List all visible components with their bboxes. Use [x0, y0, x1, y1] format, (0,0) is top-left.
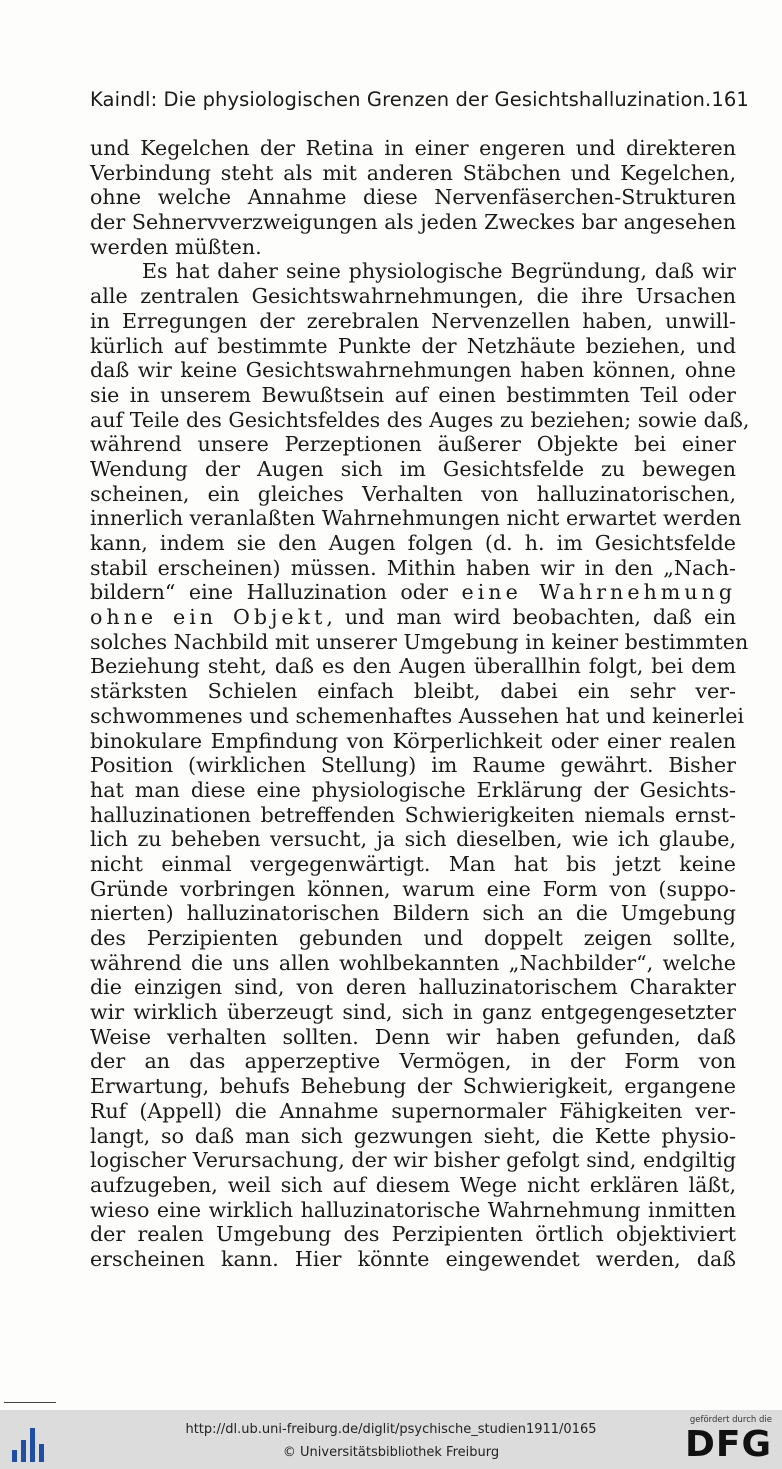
- text-line: der an das apperzeptive Vermögen, in der Form von: [90, 1049, 736, 1074]
- copyright-notice: © Universitätsbibliothek Freiburg: [282, 1445, 500, 1460]
- text-line: nicht einmal vergegenwärtigt. Man hat bis jetzt keine: [90, 851, 736, 876]
- text-line: während die uns allen wohlbekannten „Nachbilder“, welche: [90, 950, 736, 975]
- text-line: alle zentralen Gesichtswahrnehmungen, die ihre Ursachen: [90, 284, 736, 309]
- text-fragment: , und man wird beobachten, daß ein: [326, 605, 736, 630]
- text-line: der realen Umgebung des Perzipienten örtlich objektiviert: [90, 1222, 736, 1247]
- text-line: Beziehung steht, daß es den Augen überallhin folgt, bei dem: [90, 654, 736, 679]
- text-line: wir wirklich überzeugt sind, sich in ganz entgegengesetzter: [90, 1000, 736, 1025]
- text-line: des Perzipienten gebunden und doppelt zeigen sollte,: [90, 926, 736, 950]
- text-fragment: bildern“ eine Halluzination oder: [90, 580, 448, 605]
- text-line: ohne welche Annahme diese Nervenfäserchen-Strukturen: [90, 185, 736, 210]
- running-head: [90, 88, 749, 111]
- body-text: [90, 136, 750, 1272]
- text-line: aufzugeben, weil sich auf diesem Wege nicht erklären läßt,: [90, 1172, 736, 1197]
- spaced-emphasis: ohne ein Objekt: [90, 605, 327, 630]
- footer-divider: [4, 1402, 56, 1403]
- text-line: Wendung der Augen sich im Gesichtsfelde zu bewegen: [90, 456, 736, 481]
- dfg-funding-label: gefördert durch die: [689, 1415, 772, 1425]
- text-line: daß wir keine Gesichtswahrnehmungen haben können, ohne: [90, 358, 736, 383]
- text-line: scheinen, ein gleiches Verhalten von halluzinatorischen,: [90, 481, 736, 506]
- text-line: und Kegelchen der Retina in einer engeren und direkteren: [90, 136, 736, 160]
- text-line: sie in unserem Bewußtsein auf einen bestimmten Teil oder: [90, 382, 736, 407]
- dfg-logo-icon: DFG: [684, 1424, 772, 1465]
- text-line: innerlich veranlaßten Wahrnehmungen nicht erwartet werden: [90, 506, 742, 531]
- text-line: binokulare Empfindung von Körperlichkeit oder einer realen: [90, 728, 736, 753]
- text-line: Verbindung steht als mit anderen Stäbchen und Kegelchen,: [90, 160, 736, 185]
- spaced-emphasis: eine Wahrnehmung: [461, 580, 737, 605]
- text-line: langt, so daß man sich gezwungen sieht, die Kette physio-: [90, 1123, 736, 1148]
- text-line: werden müßten.: [90, 234, 262, 259]
- text-line: stärksten Schielen einfach bleibt, dabei ein sehr ver-: [90, 679, 736, 704]
- text-line: während unsere Perzeptionen äußerer Objekte bei einer: [90, 432, 736, 457]
- text-line: hat man diese eine physiologische Erklärung der Gesichts-: [90, 777, 736, 802]
- text-line: kürlich auf bestimmte Punkte der Netzhäute beziehen, und: [90, 333, 736, 358]
- text-line: nierten) halluzinatorischen Bildern sich an die Umgebung: [90, 901, 736, 926]
- permalink-url[interactable]: http://dl.ub.uni-freiburg.de/diglit/psychische_studien1911/0165: [185, 1422, 597, 1437]
- text-line: lich zu beheben versucht, ja sich dieselben, wie ich glaube,: [90, 827, 736, 852]
- text-line: solches Nachbild mit unserer Umgebung in keiner bestimmten: [90, 629, 749, 654]
- footer-bar: [0, 1410, 782, 1469]
- text-line: Erwartung, behufs Behebung der Schwierigkeit, ergangene: [90, 1074, 736, 1099]
- text-line: Position (wirklichen Stellung) im Raume gewährt. Bisher: [90, 753, 736, 778]
- text-line: wieso eine wirklich halluzinatorische Wahrnehmung inmitten: [90, 1197, 736, 1222]
- text-line: erscheinen kann. Hier könnte eingewendet werden, daß: [90, 1246, 736, 1271]
- text-line: Ruf (Appell) die Annahme supernormaler Fähigkeiten ver-: [90, 1098, 736, 1123]
- text-line: in Erregungen der zerebralen Nervenzellen haben, unwill-: [90, 308, 736, 333]
- text-line: Es hat daher seine physiologische Begründung, daß wir: [142, 259, 736, 284]
- text-line: Gründe vorbringen können, warum eine Form von (suppo-: [90, 876, 736, 901]
- text-line: stabil erscheinen) müssen. Mithin haben wir in den „Nach-: [90, 555, 736, 580]
- text-line: schwommenes und schemenhaftes Aussehen hat und keinerlei: [90, 703, 744, 728]
- text-line: logischer Verursachung, der wir bisher gefolgt sind, endgiltig: [90, 1148, 736, 1173]
- text-line: [90, 605, 736, 630]
- text-line: [90, 580, 736, 605]
- text-line: Weise verhalten sollten. Denn wir haben gefunden, daß: [90, 1024, 736, 1049]
- text-line: auf Teile des Gesichtsfeldes des Auges zu beziehen; sowie daß,: [90, 407, 750, 432]
- text-line: der Sehnervverzweigungen als jeden Zweckes bar angesehen: [90, 210, 736, 235]
- running-head-title: Kaindl: Die physiologischen Grenzen der Gesichtshalluzination.: [90, 88, 712, 111]
- text-line: kann, indem sie den Augen folgen (d. h. im Gesichtsfelde: [90, 531, 736, 555]
- text-line: halluzinationen betreffenden Schwierigkeiten niemals ernst-: [90, 802, 736, 827]
- page-number: 161: [711, 88, 749, 111]
- text-line: die einzigen sind, von deren halluzinatorischem Charakter: [90, 975, 736, 1000]
